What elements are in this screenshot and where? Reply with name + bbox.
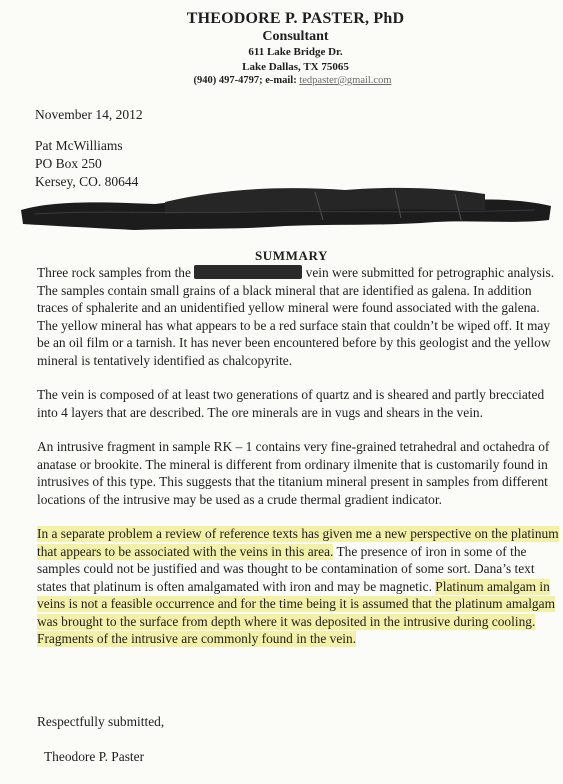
- recipient-name: Pat McWilliams: [35, 138, 123, 153]
- author-name: THEODORE P. PASTER, PhD: [186, 10, 405, 27]
- paragraph-samples-start: Three rock samples from the: [37, 265, 191, 280]
- paragraph-intrusive: [37, 438, 559, 508]
- address-street: 611 Lake Bridge Dr.: [248, 46, 343, 58]
- author-title: Consultant: [262, 29, 329, 44]
- recipient-po-box: PO Box 250: [35, 156, 102, 171]
- contact-line: [22, 75, 563, 86]
- paragraph-intrusive-text: An intrusive fragment in sample RK – 1 contains very fine-grained tetrahedral and octahedra of anatase or brookite. The mineral is different from ordinary ilmenite that is customarily found in intrusives of this type. This suggests that the titanium mineral present in samples from different locations of the intrusive may be used as a crude thermal gradient indicator.: [37, 439, 550, 507]
- signature-name: Theodore P. Paster: [44, 749, 145, 764]
- paragraph-vein: [37, 386, 559, 421]
- address-city: Lake Dallas, TX 75065: [242, 61, 349, 73]
- paragraph-platinum: [37, 525, 559, 648]
- summary-heading: SUMMARY: [254, 248, 329, 263]
- highlight-platinum-perspective: In a separate problem a review of reference texts has given me a new perspective on the platinum that appears to be associated with the veins in this area.: [37, 526, 559, 559]
- recipient-city: Kersey, CO. 80644: [35, 174, 139, 189]
- paragraph-samples: [37, 264, 559, 369]
- letter-date: November 14, 2012: [35, 107, 143, 122]
- paragraph-samples-rest: vein were submitted for petrographic analysis. The samples contain small grains of a black mineral that are identified as galena. In addition traces of sphalerite and an unidentified yellow mineral were found associated with the galena. The yellow mineral has what appears to be a red surface stain that couldn’t be wiped off. It may be an oil film or a tarnish. It has never been encountered before by this geologist and the yellow mineral is tentatively identified as chalcopyrite.: [37, 265, 555, 368]
- email-link[interactable]: tedpaster@gmail.com: [299, 75, 392, 86]
- highlight-platinum-amalgam: Platinum amalgam in veins is not a feasible occurrence and for the time being it is assumed that the platinum amalgam was brought to the surface from depth where it was deposited in the intrusive during cooling. Fragments of the intrusive are commonly found in the vein.: [37, 578, 555, 646]
- letterhead: [0, 10, 563, 86]
- closing-line: Respectfully submitted,: [37, 714, 165, 729]
- phone-number: (940) 497-4797; e-mail:: [193, 75, 297, 86]
- paragraph-platinum-middle: The presence of iron in some of the samples could not be justified and was thought to be contamination of some sort. Dana’s text states that platinum is often amalgamated with iron and may be magnetic.: [37, 543, 535, 594]
- letter-body: [37, 264, 559, 665]
- inline-redaction: [194, 265, 302, 279]
- paragraph-vein-text: The vein is composed of at least two generations of quartz and is sheared and partly brecciated into 4 layers that are described. The ore minerals are in vugs and shears in the vein.: [37, 387, 545, 420]
- redaction-band: [15, 180, 555, 236]
